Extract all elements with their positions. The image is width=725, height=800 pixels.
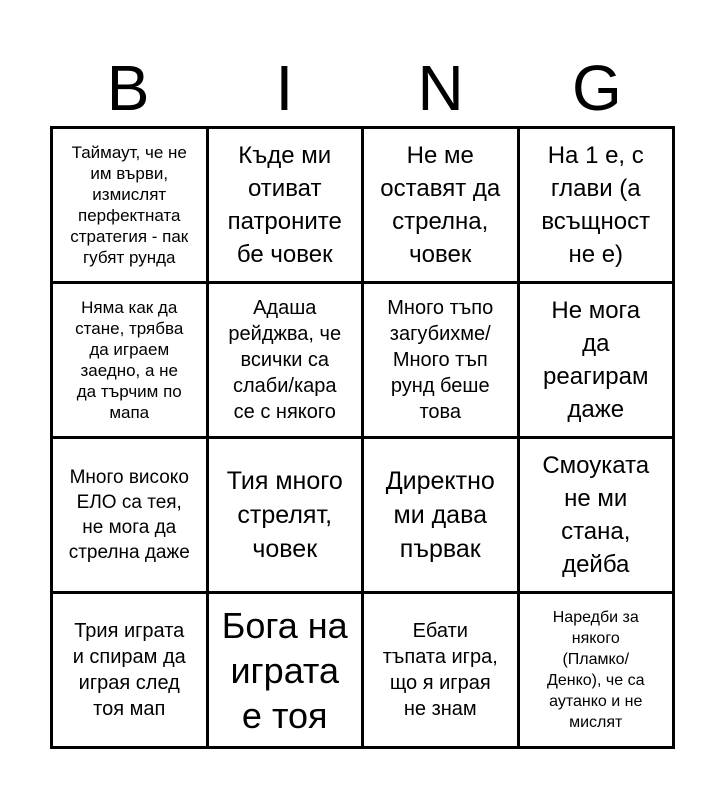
bingo-cell-r3c1[interactable]: Много високо ЕЛО са тея, не мога да стрелна даже — [53, 439, 209, 594]
header-letter-i: I — [275, 52, 294, 124]
bingo-cell-r2c2[interactable]: Адаша рейджва, че всички са слаби/кара се с някого — [209, 284, 365, 439]
header-letter-n: N — [417, 52, 464, 124]
bingo-cell-r1c4[interactable]: На 1 е, с глави (а всъщност не е) — [520, 129, 676, 284]
bingo-header — [50, 52, 675, 124]
header-letter-b: B — [106, 52, 150, 124]
bingo-card-grid — [50, 126, 675, 749]
bingo-cell-r4c2[interactable]: Бога на играта е тоя — [209, 594, 365, 749]
bingo-cell-r4c3[interactable]: Ебати тъпата игра, що я играя не знам — [364, 594, 520, 749]
bingo-cell-r1c2[interactable]: Къде ми отиват патроните бе човек — [209, 129, 365, 284]
bingo-cell-r2c1[interactable]: Няма как да стане, трябва да играем заедно, а не да търчим по мапа — [53, 284, 209, 439]
bingo-cell-r1c3[interactable]: Не ме оставят да стрелна, човек — [364, 129, 520, 284]
bingo-cell-r1c1[interactable]: Таймаут, че не им върви, измислят перфектната стратегия - пак губят рунда — [53, 129, 209, 284]
header-letter-g: G — [571, 52, 622, 124]
bingo-cell-r3c2[interactable]: Тия много стрелят, човек — [209, 439, 365, 594]
bingo-cell-r3c4[interactable]: Смоуката не ми стана, дейба — [520, 439, 676, 594]
bingo-cell-r2c3[interactable]: Много тъпо загубихме/ Много тъп рунд беше това — [364, 284, 520, 439]
bingo-cell-r2c4[interactable]: Не мога да реагирам даже — [520, 284, 676, 439]
bingo-cell-r4c1[interactable]: Трия играта и спирам да играя след тоя мап — [53, 594, 209, 749]
bingo-cell-r4c4[interactable]: Наредби за някого (Пламко/ Денко), че са аутанко и не мислят — [520, 594, 676, 749]
bingo-cell-r3c3[interactable]: Директно ми дава първак — [364, 439, 520, 594]
